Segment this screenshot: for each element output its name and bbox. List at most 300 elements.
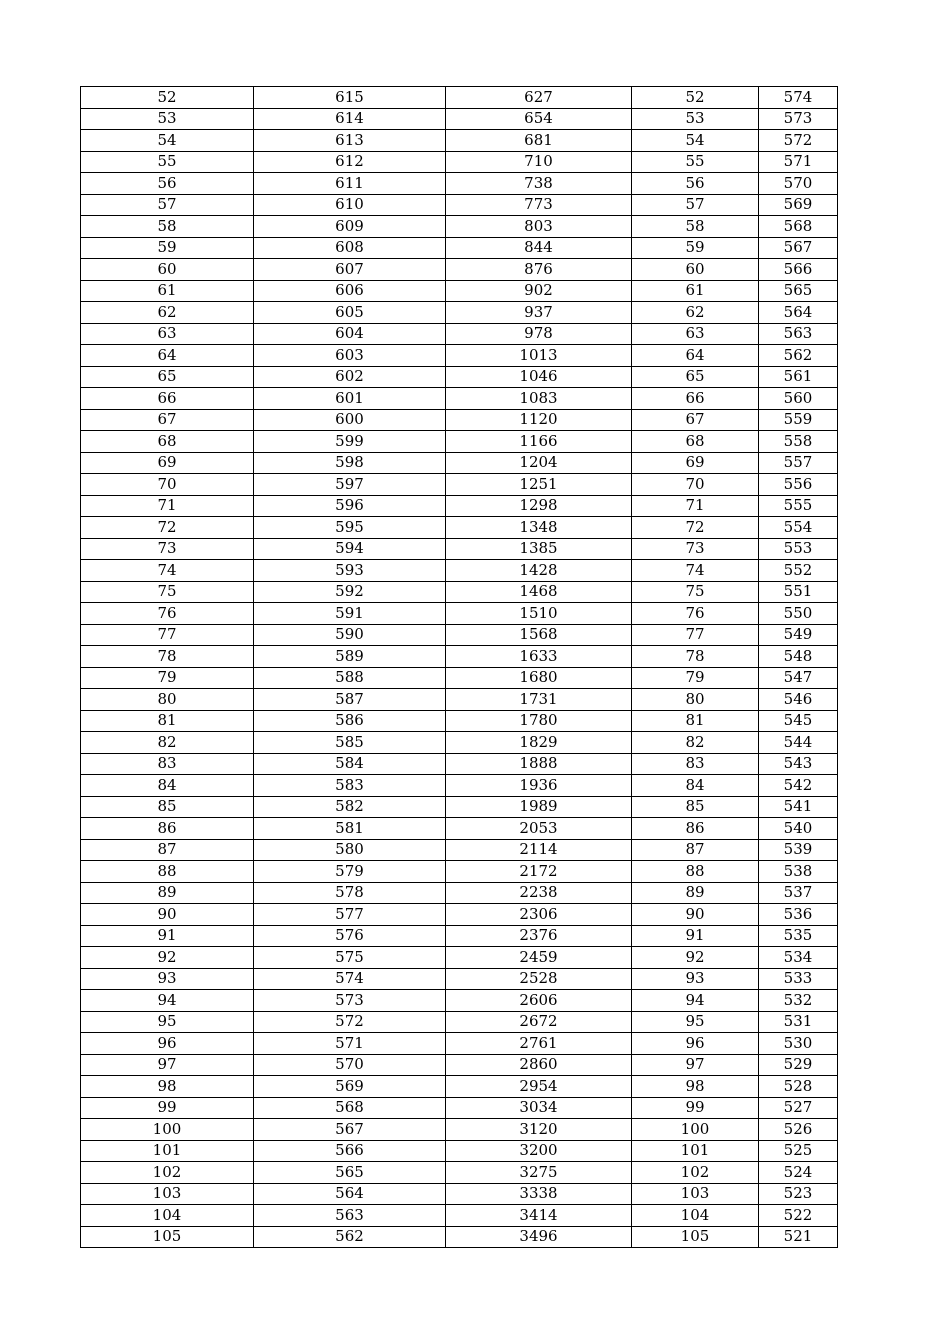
col-5-cell: 546 <box>759 689 838 711</box>
col-1-cell: 82 <box>81 732 254 754</box>
table-row <box>81 882 838 904</box>
table-row <box>81 345 838 367</box>
col-4-cell: 80 <box>632 689 759 711</box>
table-row <box>81 495 838 517</box>
col-2-cell: 593 <box>254 560 446 582</box>
table-row <box>81 130 838 152</box>
table-row <box>81 581 838 603</box>
table-row <box>81 237 838 259</box>
col-4-cell: 88 <box>632 861 759 883</box>
col-1-cell: 63 <box>81 323 254 345</box>
col-4-cell: 104 <box>632 1205 759 1227</box>
col-2-cell: 605 <box>254 302 446 324</box>
col-2-cell: 601 <box>254 388 446 410</box>
col-1-cell: 60 <box>81 259 254 281</box>
col-2-cell: 594 <box>254 538 446 560</box>
col-3-cell: 710 <box>446 151 632 173</box>
col-4-cell: 89 <box>632 882 759 904</box>
col-4-cell: 77 <box>632 624 759 646</box>
col-3-cell: 2053 <box>446 818 632 840</box>
col-4-cell: 73 <box>632 538 759 560</box>
col-1-cell: 85 <box>81 796 254 818</box>
table-row <box>81 839 838 861</box>
col-5-cell: 550 <box>759 603 838 625</box>
col-4-cell: 56 <box>632 173 759 195</box>
col-3-cell: 1083 <box>446 388 632 410</box>
table-row <box>81 603 838 625</box>
col-4-cell: 103 <box>632 1183 759 1205</box>
col-4-cell: 98 <box>632 1076 759 1098</box>
col-2-cell: 578 <box>254 882 446 904</box>
col-4-cell: 75 <box>632 581 759 603</box>
col-5-cell: 522 <box>759 1205 838 1227</box>
col-2-cell: 608 <box>254 237 446 259</box>
col-3-cell: 1013 <box>446 345 632 367</box>
col-5-cell: 525 <box>759 1140 838 1162</box>
col-1-cell: 98 <box>81 1076 254 1098</box>
col-3-cell: 1680 <box>446 667 632 689</box>
col-5-cell: 521 <box>759 1226 838 1248</box>
col-3-cell: 1829 <box>446 732 632 754</box>
table-row <box>81 1140 838 1162</box>
col-1-cell: 62 <box>81 302 254 324</box>
col-5-cell: 524 <box>759 1162 838 1184</box>
col-2-cell: 588 <box>254 667 446 689</box>
col-4-cell: 53 <box>632 108 759 130</box>
col-4-cell: 87 <box>632 839 759 861</box>
col-1-cell: 65 <box>81 366 254 388</box>
col-4-cell: 58 <box>632 216 759 238</box>
table-row <box>81 388 838 410</box>
col-3-cell: 2114 <box>446 839 632 861</box>
col-3-cell: 2860 <box>446 1054 632 1076</box>
table-row <box>81 753 838 775</box>
col-2-cell: 569 <box>254 1076 446 1098</box>
col-5-cell: 574 <box>759 87 838 109</box>
col-3-cell: 1468 <box>446 581 632 603</box>
col-1-cell: 68 <box>81 431 254 453</box>
col-5-cell: 526 <box>759 1119 838 1141</box>
table-row <box>81 194 838 216</box>
col-3-cell: 1120 <box>446 409 632 431</box>
table-row <box>81 259 838 281</box>
table-row <box>81 151 838 173</box>
col-2-cell: 599 <box>254 431 446 453</box>
col-2-cell: 585 <box>254 732 446 754</box>
col-1-cell: 97 <box>81 1054 254 1076</box>
col-4-cell: 94 <box>632 990 759 1012</box>
col-4-cell: 63 <box>632 323 759 345</box>
col-1-cell: 79 <box>81 667 254 689</box>
col-3-cell: 803 <box>446 216 632 238</box>
col-3-cell: 1989 <box>446 796 632 818</box>
table-row <box>81 409 838 431</box>
col-5-cell: 562 <box>759 345 838 367</box>
col-3-cell: 1385 <box>446 538 632 560</box>
col-2-cell: 583 <box>254 775 446 797</box>
col-2-cell: 584 <box>254 753 446 775</box>
col-2-cell: 573 <box>254 990 446 1012</box>
col-2-cell: 595 <box>254 517 446 539</box>
table-row <box>81 968 838 990</box>
col-2-cell: 592 <box>254 581 446 603</box>
col-3-cell: 3120 <box>446 1119 632 1141</box>
col-2-cell: 598 <box>254 452 446 474</box>
col-1-cell: 71 <box>81 495 254 517</box>
col-2-cell: 576 <box>254 925 446 947</box>
col-3-cell: 627 <box>446 87 632 109</box>
col-2-cell: 568 <box>254 1097 446 1119</box>
col-1-cell: 95 <box>81 1011 254 1033</box>
col-3-cell: 1428 <box>446 560 632 582</box>
col-2-cell: 574 <box>254 968 446 990</box>
col-3-cell: 2172 <box>446 861 632 883</box>
col-1-cell: 64 <box>81 345 254 367</box>
col-5-cell: 548 <box>759 646 838 668</box>
col-5-cell: 552 <box>759 560 838 582</box>
col-1-cell: 75 <box>81 581 254 603</box>
col-3-cell: 937 <box>446 302 632 324</box>
col-3-cell: 773 <box>446 194 632 216</box>
col-4-cell: 55 <box>632 151 759 173</box>
col-3-cell: 3338 <box>446 1183 632 1205</box>
col-3-cell: 2672 <box>446 1011 632 1033</box>
table-row <box>81 1033 838 1055</box>
col-3-cell: 2459 <box>446 947 632 969</box>
table-row <box>81 452 838 474</box>
col-5-cell: 529 <box>759 1054 838 1076</box>
table-row <box>81 1011 838 1033</box>
col-5-cell: 543 <box>759 753 838 775</box>
col-5-cell: 559 <box>759 409 838 431</box>
col-1-cell: 102 <box>81 1162 254 1184</box>
col-5-cell: 542 <box>759 775 838 797</box>
col-2-cell: 570 <box>254 1054 446 1076</box>
col-4-cell: 81 <box>632 710 759 732</box>
col-5-cell: 541 <box>759 796 838 818</box>
col-3-cell: 1780 <box>446 710 632 732</box>
col-5-cell: 558 <box>759 431 838 453</box>
table-row <box>81 710 838 732</box>
col-2-cell: 566 <box>254 1140 446 1162</box>
table-row <box>81 990 838 1012</box>
table-row <box>81 323 838 345</box>
col-4-cell: 66 <box>632 388 759 410</box>
col-3-cell: 1568 <box>446 624 632 646</box>
col-1-cell: 72 <box>81 517 254 539</box>
col-3-cell: 1348 <box>446 517 632 539</box>
col-1-cell: 57 <box>81 194 254 216</box>
col-2-cell: 607 <box>254 259 446 281</box>
col-2-cell: 603 <box>254 345 446 367</box>
table-row <box>81 667 838 689</box>
col-2-cell: 613 <box>254 130 446 152</box>
col-4-cell: 52 <box>632 87 759 109</box>
col-4-cell: 93 <box>632 968 759 990</box>
col-4-cell: 57 <box>632 194 759 216</box>
table-row <box>81 775 838 797</box>
col-1-cell: 88 <box>81 861 254 883</box>
table-row <box>81 280 838 302</box>
col-5-cell: 553 <box>759 538 838 560</box>
col-1-cell: 66 <box>81 388 254 410</box>
col-1-cell: 83 <box>81 753 254 775</box>
col-5-cell: 560 <box>759 388 838 410</box>
col-4-cell: 91 <box>632 925 759 947</box>
col-1-cell: 58 <box>81 216 254 238</box>
col-3-cell: 2238 <box>446 882 632 904</box>
col-3-cell: 2376 <box>446 925 632 947</box>
col-4-cell: 102 <box>632 1162 759 1184</box>
col-5-cell: 533 <box>759 968 838 990</box>
col-4-cell: 83 <box>632 753 759 775</box>
col-5-cell: 570 <box>759 173 838 195</box>
table-row <box>81 904 838 926</box>
col-3-cell: 1251 <box>446 474 632 496</box>
col-5-cell: 572 <box>759 130 838 152</box>
col-5-cell: 556 <box>759 474 838 496</box>
col-2-cell: 590 <box>254 624 446 646</box>
col-4-cell: 54 <box>632 130 759 152</box>
col-5-cell: 573 <box>759 108 838 130</box>
col-5-cell: 535 <box>759 925 838 947</box>
col-3-cell: 3200 <box>446 1140 632 1162</box>
col-4-cell: 60 <box>632 259 759 281</box>
col-5-cell: 547 <box>759 667 838 689</box>
table-row <box>81 173 838 195</box>
col-1-cell: 84 <box>81 775 254 797</box>
col-1-cell: 77 <box>81 624 254 646</box>
col-2-cell: 575 <box>254 947 446 969</box>
table-row <box>81 1226 838 1248</box>
col-1-cell: 73 <box>81 538 254 560</box>
col-1-cell: 56 <box>81 173 254 195</box>
col-3-cell: 3275 <box>446 1162 632 1184</box>
col-5-cell: 567 <box>759 237 838 259</box>
table-row <box>81 216 838 238</box>
data-table <box>80 86 838 1248</box>
col-4-cell: 67 <box>632 409 759 431</box>
col-4-cell: 85 <box>632 796 759 818</box>
col-1-cell: 101 <box>81 1140 254 1162</box>
col-4-cell: 105 <box>632 1226 759 1248</box>
col-1-cell: 90 <box>81 904 254 926</box>
col-3-cell: 1936 <box>446 775 632 797</box>
col-4-cell: 96 <box>632 1033 759 1055</box>
col-5-cell: 539 <box>759 839 838 861</box>
col-3-cell: 3496 <box>446 1226 632 1248</box>
table-row <box>81 87 838 109</box>
col-5-cell: 551 <box>759 581 838 603</box>
col-1-cell: 69 <box>81 452 254 474</box>
col-4-cell: 86 <box>632 818 759 840</box>
table-row <box>81 302 838 324</box>
col-2-cell: 589 <box>254 646 446 668</box>
table-row <box>81 861 838 883</box>
col-3-cell: 1888 <box>446 753 632 775</box>
col-5-cell: 532 <box>759 990 838 1012</box>
col-5-cell: 545 <box>759 710 838 732</box>
col-5-cell: 538 <box>759 861 838 883</box>
col-4-cell: 100 <box>632 1119 759 1141</box>
col-4-cell: 64 <box>632 345 759 367</box>
col-2-cell: 562 <box>254 1226 446 1248</box>
col-5-cell: 561 <box>759 366 838 388</box>
col-2-cell: 564 <box>254 1183 446 1205</box>
table-body <box>81 87 838 1248</box>
col-5-cell: 537 <box>759 882 838 904</box>
col-3-cell: 1166 <box>446 431 632 453</box>
col-3-cell: 681 <box>446 130 632 152</box>
col-1-cell: 87 <box>81 839 254 861</box>
col-3-cell: 1633 <box>446 646 632 668</box>
table-row <box>81 517 838 539</box>
col-3-cell: 2306 <box>446 904 632 926</box>
col-5-cell: 569 <box>759 194 838 216</box>
table-row <box>81 1097 838 1119</box>
col-2-cell: 591 <box>254 603 446 625</box>
col-1-cell: 54 <box>81 130 254 152</box>
col-2-cell: 577 <box>254 904 446 926</box>
col-4-cell: 79 <box>632 667 759 689</box>
col-4-cell: 74 <box>632 560 759 582</box>
col-3-cell: 876 <box>446 259 632 281</box>
col-1-cell: 80 <box>81 689 254 711</box>
col-3-cell: 3414 <box>446 1205 632 1227</box>
col-3-cell: 1510 <box>446 603 632 625</box>
col-2-cell: 587 <box>254 689 446 711</box>
col-2-cell: 600 <box>254 409 446 431</box>
col-3-cell: 844 <box>446 237 632 259</box>
col-2-cell: 606 <box>254 280 446 302</box>
col-1-cell: 67 <box>81 409 254 431</box>
col-4-cell: 62 <box>632 302 759 324</box>
col-4-cell: 70 <box>632 474 759 496</box>
table-row <box>81 1119 838 1141</box>
table-row <box>81 732 838 754</box>
col-3-cell: 3034 <box>446 1097 632 1119</box>
col-1-cell: 105 <box>81 1226 254 1248</box>
col-1-cell: 55 <box>81 151 254 173</box>
col-5-cell: 566 <box>759 259 838 281</box>
col-1-cell: 89 <box>81 882 254 904</box>
col-4-cell: 101 <box>632 1140 759 1162</box>
col-3-cell: 1046 <box>446 366 632 388</box>
table-row <box>81 1162 838 1184</box>
col-4-cell: 97 <box>632 1054 759 1076</box>
col-5-cell: 540 <box>759 818 838 840</box>
col-1-cell: 104 <box>81 1205 254 1227</box>
col-1-cell: 96 <box>81 1033 254 1055</box>
col-1-cell: 81 <box>81 710 254 732</box>
col-1-cell: 103 <box>81 1183 254 1205</box>
col-2-cell: 567 <box>254 1119 446 1141</box>
col-4-cell: 65 <box>632 366 759 388</box>
col-3-cell: 738 <box>446 173 632 195</box>
col-2-cell: 614 <box>254 108 446 130</box>
col-2-cell: 596 <box>254 495 446 517</box>
col-5-cell: 564 <box>759 302 838 324</box>
col-4-cell: 78 <box>632 646 759 668</box>
col-2-cell: 611 <box>254 173 446 195</box>
table-row <box>81 947 838 969</box>
col-3-cell: 2761 <box>446 1033 632 1055</box>
col-3-cell: 1731 <box>446 689 632 711</box>
col-2-cell: 597 <box>254 474 446 496</box>
col-2-cell: 581 <box>254 818 446 840</box>
col-5-cell: 568 <box>759 216 838 238</box>
table-row <box>81 366 838 388</box>
col-1-cell: 59 <box>81 237 254 259</box>
col-2-cell: 563 <box>254 1205 446 1227</box>
col-4-cell: 90 <box>632 904 759 926</box>
col-1-cell: 78 <box>81 646 254 668</box>
col-3-cell: 2528 <box>446 968 632 990</box>
col-5-cell: 536 <box>759 904 838 926</box>
col-5-cell: 554 <box>759 517 838 539</box>
col-5-cell: 563 <box>759 323 838 345</box>
table-row <box>81 108 838 130</box>
col-2-cell: 602 <box>254 366 446 388</box>
table-row <box>81 1183 838 1205</box>
col-5-cell: 555 <box>759 495 838 517</box>
col-1-cell: 94 <box>81 990 254 1012</box>
col-1-cell: 93 <box>81 968 254 990</box>
col-3-cell: 1204 <box>446 452 632 474</box>
col-5-cell: 544 <box>759 732 838 754</box>
col-3-cell: 2606 <box>446 990 632 1012</box>
col-3-cell: 902 <box>446 280 632 302</box>
col-5-cell: 530 <box>759 1033 838 1055</box>
col-5-cell: 531 <box>759 1011 838 1033</box>
table-row <box>81 818 838 840</box>
table-row <box>81 1076 838 1098</box>
col-4-cell: 59 <box>632 237 759 259</box>
col-4-cell: 95 <box>632 1011 759 1033</box>
col-2-cell: 604 <box>254 323 446 345</box>
table-row <box>81 689 838 711</box>
col-3-cell: 1298 <box>446 495 632 517</box>
table-row <box>81 474 838 496</box>
col-4-cell: 99 <box>632 1097 759 1119</box>
table-row <box>81 431 838 453</box>
col-5-cell: 571 <box>759 151 838 173</box>
col-4-cell: 82 <box>632 732 759 754</box>
col-4-cell: 69 <box>632 452 759 474</box>
col-2-cell: 586 <box>254 710 446 732</box>
col-4-cell: 68 <box>632 431 759 453</box>
col-5-cell: 523 <box>759 1183 838 1205</box>
table-row <box>81 560 838 582</box>
col-1-cell: 99 <box>81 1097 254 1119</box>
col-1-cell: 91 <box>81 925 254 947</box>
col-3-cell: 978 <box>446 323 632 345</box>
col-5-cell: 527 <box>759 1097 838 1119</box>
col-4-cell: 92 <box>632 947 759 969</box>
table-row <box>81 1054 838 1076</box>
col-2-cell: 571 <box>254 1033 446 1055</box>
col-4-cell: 72 <box>632 517 759 539</box>
col-5-cell: 565 <box>759 280 838 302</box>
col-4-cell: 84 <box>632 775 759 797</box>
col-1-cell: 92 <box>81 947 254 969</box>
col-1-cell: 61 <box>81 280 254 302</box>
col-2-cell: 582 <box>254 796 446 818</box>
col-1-cell: 52 <box>81 87 254 109</box>
col-4-cell: 61 <box>632 280 759 302</box>
col-1-cell: 70 <box>81 474 254 496</box>
col-2-cell: 612 <box>254 151 446 173</box>
